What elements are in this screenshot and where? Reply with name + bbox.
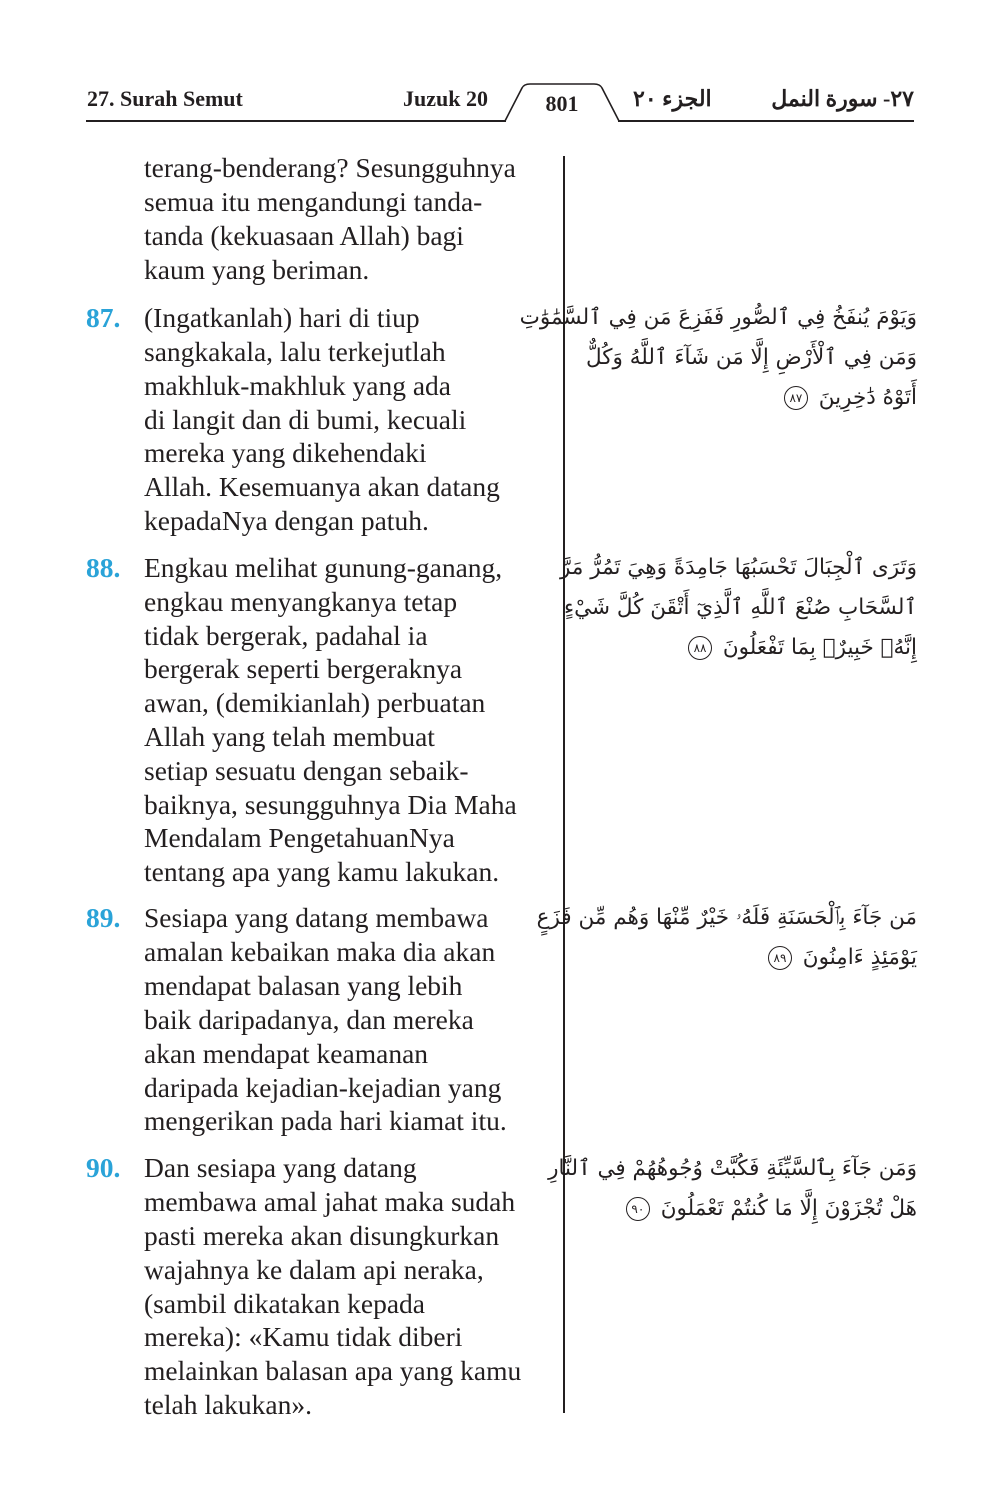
header-rule-left <box>86 120 506 122</box>
translation-line: Dan sesiapa yang datang <box>144 1152 417 1183</box>
translation-line: akan mendapat keamanan <box>144 1038 429 1069</box>
translation-line: awan, (demikianlah) perbuatan <box>144 687 486 718</box>
arabic-verse-87 <box>519 298 917 418</box>
surah-title-latin: 27. Surah Semut <box>87 86 243 111</box>
juzuk-label-arabic: الجزء ٢٠ <box>633 86 712 111</box>
translation-line: kepadaNya dengan patuh. <box>144 505 429 536</box>
translation-line: tanda (kekuasaan Allah) bagi <box>144 220 464 251</box>
translation-line: kaum yang beriman. <box>144 254 370 285</box>
translation-line: semua itu mengandungi tanda- <box>144 186 483 217</box>
translation-line: tidak bergerak, padahal ia <box>144 620 428 651</box>
header-rule-right <box>618 120 914 122</box>
translation-line: melainkan balasan apa yang kamu <box>144 1355 522 1386</box>
translation-line: terang-benderang? Sesungguhnya <box>144 152 516 183</box>
translation-line: amalan kebaikan maka dia akan <box>144 936 496 967</box>
verse-number-90: 90. <box>86 1152 121 1183</box>
translation-line: mereka yang dikehendaki <box>144 437 427 468</box>
ayah-end-marker-89: ٨٩ <box>768 946 792 970</box>
translation-line: Sesiapa yang datang membawa <box>144 902 489 933</box>
ayah-end-marker-90: ٩٠ <box>626 1197 650 1221</box>
surah-title-arabic: ٢٧- سورة النمل <box>771 86 914 111</box>
arabic-line: وَيَوْمَ يُنفَخُ فِي ٱلصُّورِ فَفَزِعَ مَن فِي ٱلسَّمَٰوَٰتِ <box>519 305 917 330</box>
arabic-line-text: هَلْ تُجْزَوْنَ إِلَّا مَا كُنتُمْ تَعْمَلُونَ <box>660 1196 917 1221</box>
translation-line: Allah. Kesemuanya akan datang <box>144 471 500 502</box>
arabic-line: وَتَرَى ٱلْجِبَالَ تَحْسَبُهَا جَامِدَةً وَهِيَ تَمُرُّ مَرَّ <box>560 555 917 580</box>
translation-line: di langit dan di bumi, kecuali <box>144 404 467 435</box>
arabic-verse-89 <box>536 898 917 978</box>
translation-line: engkau menyangkanya tetap <box>144 586 458 617</box>
translation-line: bergerak seperti bergeraknya <box>144 653 463 684</box>
verse-number-87: 87. <box>86 302 121 333</box>
column-divider <box>563 156 565 1413</box>
arabic-verse-88 <box>560 548 917 668</box>
arabic-line <box>585 378 917 418</box>
arabic-line-text: يَوْمَئِذٍ ءَامِنُونَ <box>802 945 917 970</box>
arabic-line: وَمَن جَآءَ بِٱلسَّيِّئَةِ فَكُبَّتْ وُجُوهُهُمْ فِي ٱلنَّارِ <box>548 1156 917 1181</box>
arabic-line-text: أَتَوْهُ دَٰخِرِينَ <box>818 385 917 410</box>
translation-line: baiknya, sesungguhnya Dia Maha <box>144 789 517 820</box>
translation-line: Engkau melihat gunung-ganang, <box>144 552 503 583</box>
translation-line: wajahnya ke dalam api neraka, <box>144 1254 484 1285</box>
ayah-end-marker-87: ٨٧ <box>784 386 808 410</box>
arabic-line: مَن جَآءَ بِٱلْحَسَنَةِ فَلَهُۥ خَيْرٌ مِّنْهَا وَهُم مِّن فَزَعٍ <box>536 905 917 930</box>
translation-line: daripada kejadian-kejadian yang <box>144 1072 502 1103</box>
translation-line: membawa amal jahat maka sudah <box>144 1186 516 1217</box>
translation-line: mereka): «Kamu tidak diberi <box>144 1321 463 1352</box>
translation-line: mengerikan pada hari kiamat itu. <box>144 1105 507 1136</box>
arabic-line <box>585 938 917 978</box>
arabic-line: وَمَن فِي ٱلْأَرْضِ إِلَّا مَن شَآءَ ٱللَّهُ وَكُلٌّ <box>585 345 917 370</box>
arabic-verse-90 <box>548 1149 917 1229</box>
ayah-end-marker-88: ٨٨ <box>688 636 712 660</box>
arabic-line <box>585 1189 917 1229</box>
translation-line: makhluk-makhluk yang ada <box>144 370 451 401</box>
translation-line: (Ingatkanlah) hari di tiup <box>144 302 420 333</box>
translation-line: (sambil dikatakan kepada <box>144 1288 426 1319</box>
translation-line: pasti mereka akan disungkurkan <box>144 1220 500 1251</box>
juzuk-label-latin: Juzuk 20 <box>403 86 488 111</box>
translation-line: Mendalam PengetahuanNya <box>144 822 455 853</box>
translation-line: setiap sesuatu dengan sebaik- <box>144 755 469 786</box>
verse-number-89: 89. <box>86 902 121 933</box>
arabic-line <box>585 628 917 668</box>
page-number: 801 <box>545 91 579 116</box>
verse-number-88: 88. <box>86 552 121 583</box>
translation-line: sangkakala, lalu terkejutlah <box>144 336 446 367</box>
arabic-line: ٱلسَّحَابِ صُنْعَ ٱللَّهِ ٱلَّذِيٓ أَتْقَنَ كُلَّ شَيْءٍ <box>563 595 917 620</box>
translation-line: mendapat balasan yang lebih <box>144 970 463 1001</box>
arabic-line-text: إِنَّهُۥ خَبِيرٌۢ بِمَا تَفْعَلُونَ <box>722 635 917 660</box>
translation-line: baik daripadanya, dan mereka <box>144 1004 474 1035</box>
translation-line: Allah yang telah membuat <box>144 721 435 752</box>
translation-line: tentang apa yang kamu lakukan. <box>144 856 500 887</box>
translation-line: telah lakukan». <box>144 1389 312 1420</box>
